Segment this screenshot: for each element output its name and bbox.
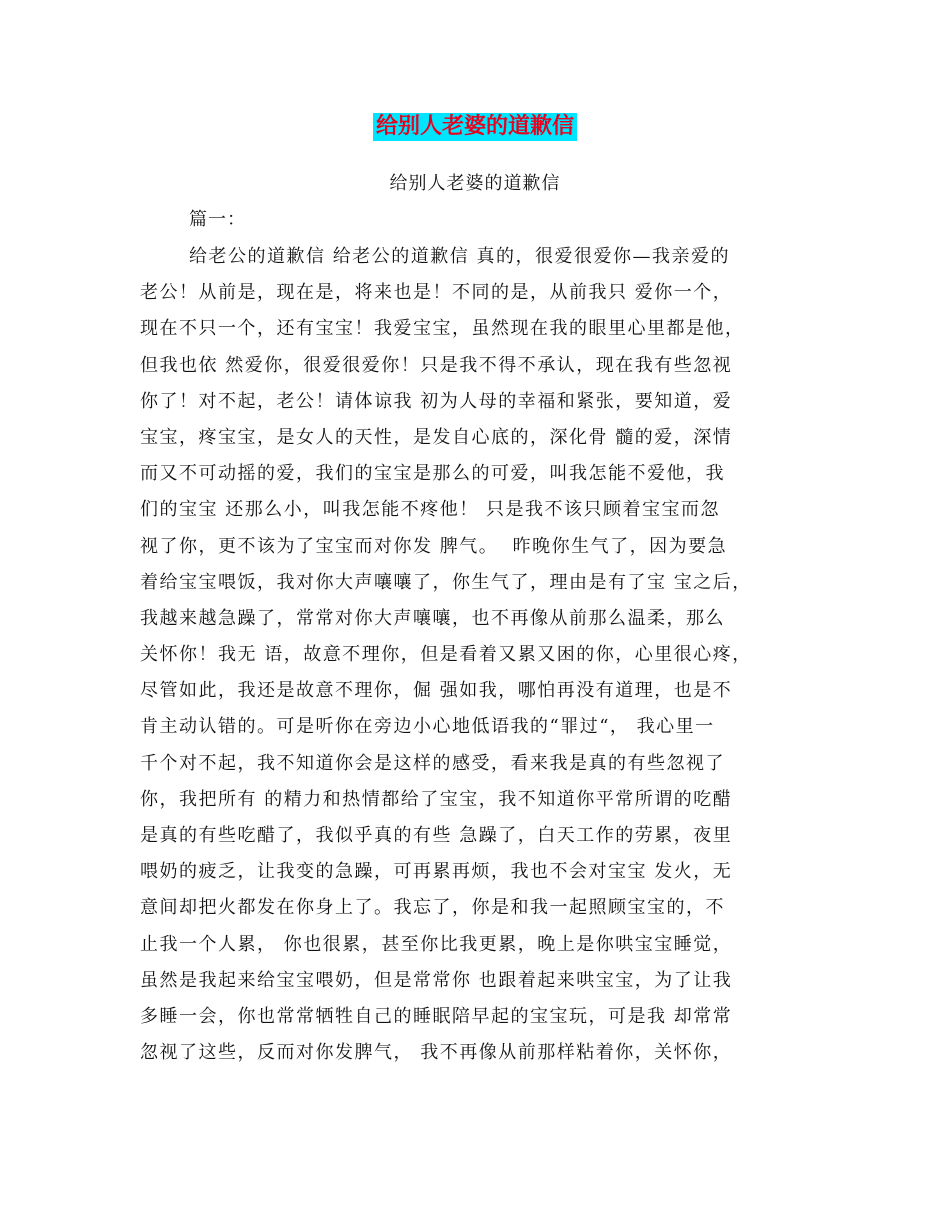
title-container [0,113,950,141]
document-title: 给别人老婆的道歉信 [373,113,577,141]
body-line: 意间却把火都发在你身上了。我忘了，你是和我一起照顾宝宝的，不 [140,897,725,919]
body-line: 你，我把所有 的精力和热情都给了宝宝，我不知道你平常所谓的吃醋 [140,788,733,810]
body-line: 忽视了这些，反而对你发脾气， 我不再像从前那样粘着你，关怀你， [140,1042,733,1064]
body-line: 关怀你！我无 语，故意不理你，但是看着又累又困的你，心里很心疼， [140,644,752,666]
body-line: 喂奶的疲乏，让我变的急躁，可再累再烦，我也不会对宝宝 发火，无 [140,861,733,883]
body-line: 但我也依 然爱你，很爱很爱你！只是我不得不承认，现在我有些忽视 [140,354,733,376]
body-line: 视了你，更不该为了宝宝而对你发 脾气。 昨晚你生气了，因为要急 [140,535,728,557]
body-line: 尽管如此，我还是故意不理你，倔 强如我，哪怕再没有道理，也是不 [140,680,733,702]
body-line: 虽然是我起来给宝宝喂奶，但是常常你 也跟着起来哄宝宝，为了让我 [140,969,733,991]
body-line: 你了！对不起，老公！请体谅我 初为人母的幸福和紧张，要知道，爱 [140,390,733,412]
body-line: 现在不只一个，还有宝宝！我爱宝宝，虽然现在我的眼里心里都是他， [140,318,745,340]
body-line: 肯主动认错的。可是听你在旁边小心地低语我的“罪过“， 我心里一 [140,716,715,738]
section-label: 篇一： [189,209,246,230]
body-line: 们的宝宝 还那么小，叫我怎能不疼他！ 只是我不该只顾着宝宝而忽 [140,499,720,521]
document-subtitle: 给别人老婆的道歉信 [389,173,561,194]
body-line: 老公！从前是，现在是，将来也是！不同的是，从前我只 爱你一个， [140,282,733,304]
body-line: 是真的有些吃醋了，我似乎真的有些 急躁了，白天工作的劳累，夜里 [140,825,733,846]
body-line: 给老公的道歉信 给老公的道歉信 真的，很爱很爱你—我亲爱的 [189,246,730,267]
body-line: 而又不可动摇的爱，我们的宝宝是那么的可爱，叫我怎能不爱他，我 [140,463,725,485]
body-line: 止我一个人累， 你也很累，甚至你比我更累，晚上是你哄宝宝睡觉， [140,933,733,955]
body-line: 着给宝宝喂饭，我对你大声嚷嚷了，你生气了，理由是有了宝 宝之后， [140,571,752,593]
body-line: 宝宝，疼宝宝，是女人的天性，是发自心底的，深化骨 髓的爱，深情 [140,426,733,448]
body-line: 多睡一会，你也常常牺牲自己的睡眠陪早起的宝宝玩，可是我 却常常 [140,1005,733,1027]
letter-body [140,242,830,1074]
body-line: 我越来越急躁了，常常对你大声嚷嚷，也不再像从前那么温柔，那么 [140,607,725,629]
body-line: 千个对不起，我不知道你会是这样的感受，看来我是真的有些忽视了 [140,752,725,774]
